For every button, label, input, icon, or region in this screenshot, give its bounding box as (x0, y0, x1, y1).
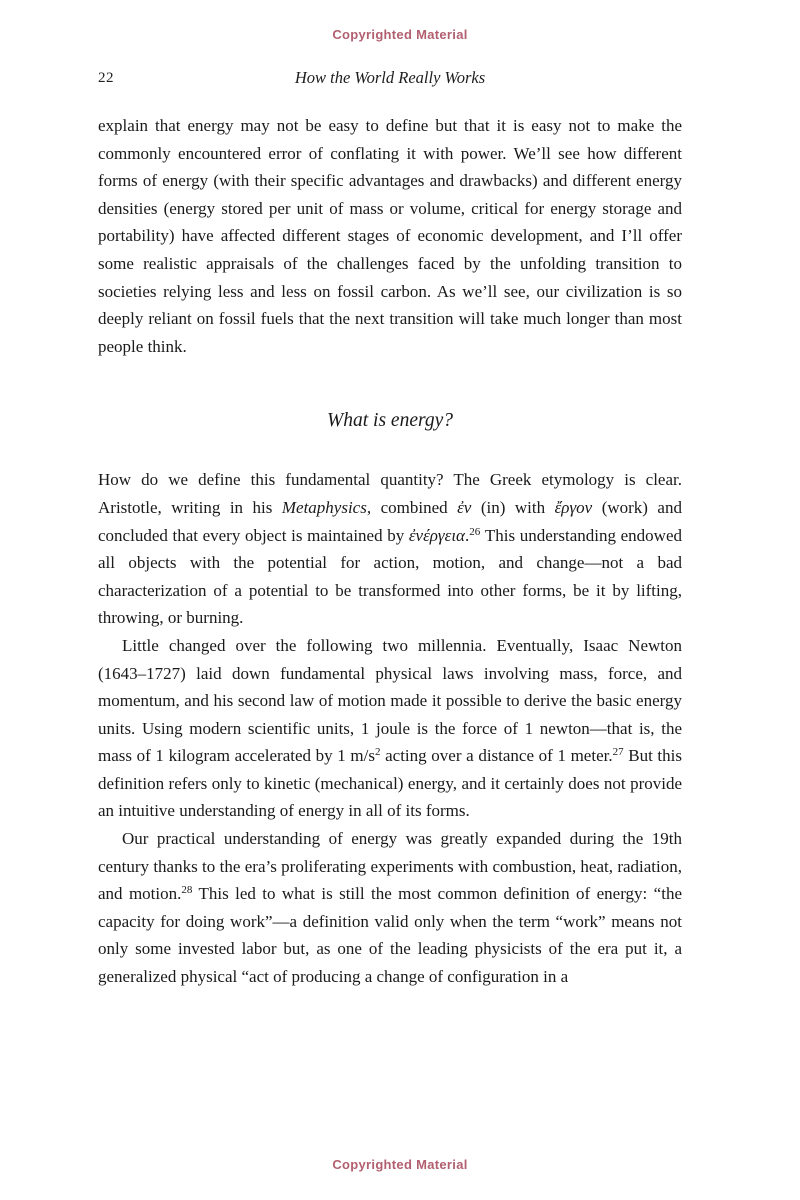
paragraph-newton: Little changed over the following two millennia. Eventually, Isaac Newton (1643–1727) laid down fundamental physical laws involving mass, force, and momentum, and his second law of motion made it possible to derive the basic energy units. Using modern scientific units, 1 joule is the force of 1 newton—that is, the mass of 1 kilogram accelerated by 1 $m/s^2$ acting over a distance of 1 meter.$^{27}$ But this definition refers only to kinetic (mechanical) energy, and it certainly does not provide an intuitive understanding of energy in all of its forms. (98, 635, 682, 821)
running-header (98, 68, 682, 92)
running-title: How the World Really Works (294, 68, 486, 87)
copyright-notice-top: Copyrighted Material (332, 27, 468, 42)
paragraph-continuation: explain that energy may not be easy to define but that it is easy not to make the commonly encountered error of conflating it with power. We’ll see how different forms of energy (with their specific advantages and drawbacks) and different energy densities (energy stored per unit of mass or volume, critical for energy storage and portability) have affected different stages of economic development, and I’ll offer some realistic appraisals of the challenges faced by the unfolding transition to societies relying less and less on fossil carbon. As we’ll see, our civilization is so deeply reliant on fossil fuels that the next transition will take much longer than most people think. (98, 116, 682, 356)
section-heading: What is energy? (327, 410, 453, 432)
copyright-notice-bottom: Copyrighted Material (332, 1157, 468, 1172)
page-text (98, 112, 682, 991)
paragraph-etymology: How do we define this fundamental quantity? The Greek etymology is clear. Aristotle, writing in his Metaphysics, combined ἐν (in) with ἔργον (work) and concluded that every object is maintained by ἐνέργεια.$^{26}$ This understanding endowed all objects with the potential for action, motion, and change—not a bad characterization of a potential to be transformed into other forms, be it by lifting, throwing, or burning. (98, 470, 682, 628)
page-number: 22 (98, 70, 114, 86)
paragraph-19th-century: Our practical understanding of energy was greatly expanded during the 19th century thanks to the era’s proliferating experiments with combustion, heat, radiation, and motion.$^{28}$ This led to what is still the most common definition of energy: “the capacity for doing work”—a definition valid only when the term “work” means not only some invested labor but, as one of the leading physicists of the era put it, a generalized physical “act of producing a change of configuration in a (98, 829, 682, 987)
